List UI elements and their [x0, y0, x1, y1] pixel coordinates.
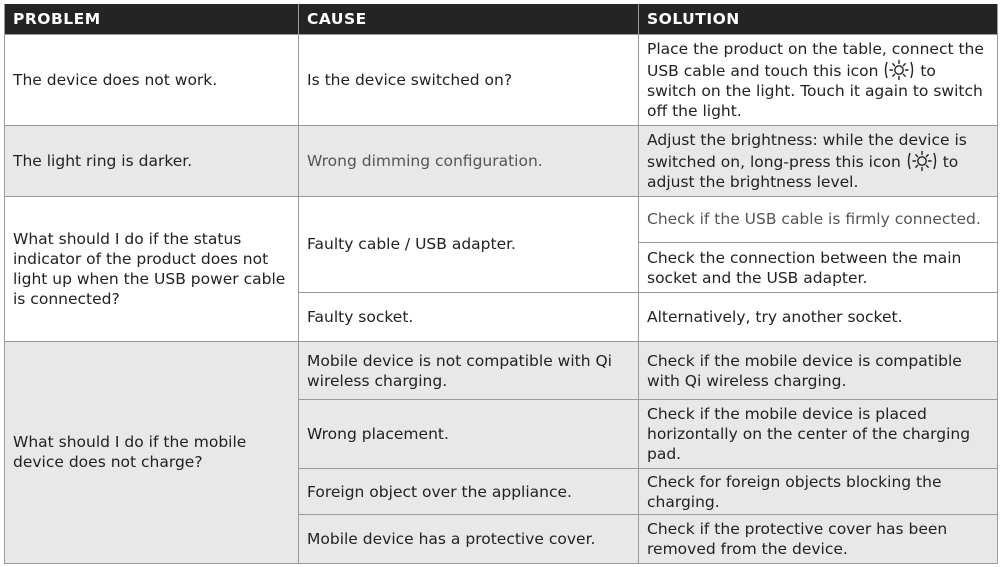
- solution-cell: Check if the protective cover has been removed from the device.: [639, 515, 998, 564]
- solution-cell: Check if the mobile device is compatible with Qi wireless charging.: [639, 341, 998, 400]
- solution-text: Adjust the brightness: while the device is switched on, long-press this icon: [647, 130, 967, 171]
- problem-cell: The device does not work.: [5, 35, 299, 126]
- sun-icon: [906, 150, 938, 172]
- table-row: [5, 196, 998, 242]
- solution-cell: [639, 35, 998, 126]
- solution-cell: [639, 125, 998, 196]
- solution-text: Place the product on the table, connect the USB cable and touch this icon: [647, 39, 984, 80]
- cause-cell: Foreign object over the appliance.: [299, 469, 639, 515]
- solution-cell: Check for foreign objects blocking the charging.: [639, 469, 998, 515]
- problem-cell: The light ring is darker.: [5, 125, 299, 196]
- cause-cell: Is the device switched on?: [299, 35, 639, 126]
- cause-cell: Faulty socket.: [299, 293, 639, 341]
- cause-cell: Faulty cable / USB adapter.: [299, 196, 639, 293]
- table-row: [5, 125, 998, 196]
- sun-icon: [883, 59, 915, 81]
- problem-cell: What should I do if the mobile device does not charge?: [5, 341, 299, 563]
- cause-cell: Wrong placement.: [299, 400, 639, 469]
- table-header-row: [5, 4, 998, 35]
- solution-cell: Check the connection between the main socket and the USB adapter.: [639, 242, 998, 292]
- cause-cell: Mobile device has a protective cover.: [299, 515, 639, 564]
- solution-cell: Check if the mobile device is placed horizontally on the center of the charging pad.: [639, 400, 998, 469]
- table-row: [5, 341, 998, 400]
- solution-cell: Alternatively, try another socket.: [639, 293, 998, 341]
- table-row: [5, 35, 998, 126]
- header-problem: PROBLEM: [5, 4, 299, 35]
- header-cause: CAUSE: [299, 4, 639, 35]
- solution-text-cont: to adjust the brightness level.: [647, 152, 959, 191]
- cause-cell: Mobile device is not compatible with Qi wireless charging.: [299, 341, 639, 400]
- solution-text-cont: to switch on the light. Touch it again to switch off the light.: [647, 61, 983, 120]
- troubleshooting-table: [4, 4, 998, 564]
- header-solution: SOLUTION: [639, 4, 998, 35]
- cause-cell: Wrong dimming configuration.: [299, 125, 639, 196]
- problem-cell: What should I do if the status indicator of the product does not light up when the USB power cable is connected?: [5, 196, 299, 341]
- solution-cell: Check if the USB cable is firmly connected.: [639, 196, 998, 242]
